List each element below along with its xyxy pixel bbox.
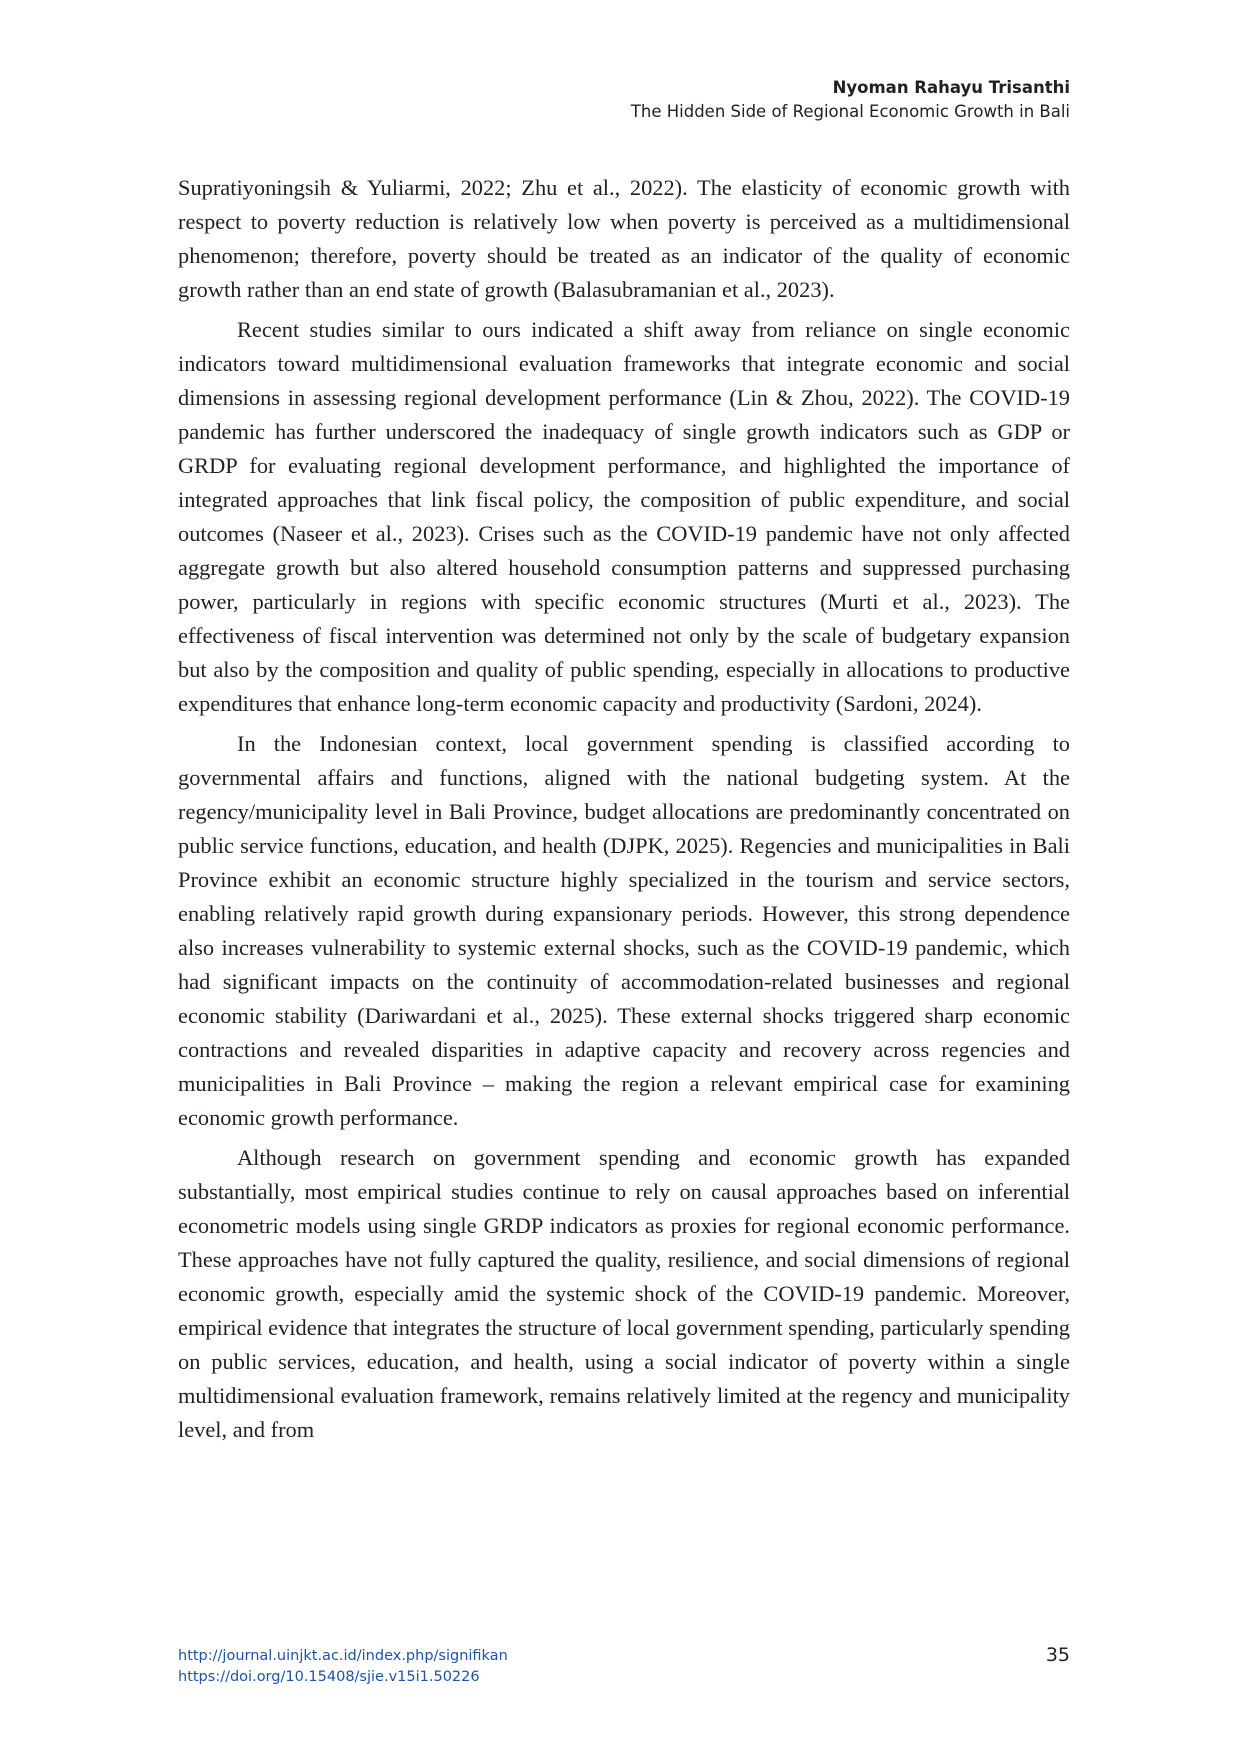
page-number: 35	[1045, 1644, 1070, 1666]
doi-link[interactable]: https://doi.org/10.15408/sjie.v15i1.50226	[178, 1669, 480, 1685]
paragraph-continued: Supratiyoningsih & Yuliarmi, 2022; Zhu et al., 2022). The elasticity of economic growth with respect to poverty reduction is relatively low when poverty is perceived as a multidimensional phenomenon; therefore, poverty should be treated as an indicator of the quality of economic growth rather than an end state of growth (Balasubramanian et al., 2023).	[178, 175, 1070, 302]
header-article-title: The Hidden Side of Regional Economic Growth in Bali	[630, 102, 1070, 121]
body-text	[178, 171, 1070, 1453]
footer-links	[178, 1646, 508, 1688]
paragraph: In the Indonesian context, local government spending is classified according to governmental affairs and functions, aligned with the national budgeting system. At the regency/municipality level in Bali Province, budget allocations are predominantly concentrated on public service functions, education, and health (DJPK, 2025). Regencies and municipalities in Bali Province exhibit an economic structure highly specialized in the tourism and service sectors, enabling relatively rapid growth during expansionary periods. However, this strong dependence also increases vulnerability to systemic external shocks, such as the COVID-19 pandemic, which had significant impacts on the continuity of accommodation-related businesses and regional economic stability (Dariwardani et al., 2025). These external shocks triggered sharp economic contractions and revealed disparities in adaptive capacity and recovery across regencies and municipalities in Bali Province – making the region a relevant empirical case for examining economic growth performance.	[178, 731, 1070, 1130]
header-author: Nyoman Rahayu Trisanthi	[832, 78, 1070, 97]
paragraph: Although research on government spending and economic growth has expanded substantially, most empirical studies continue to rely on causal approaches based on inferential econometric models using single GRDP indicators as proxies for regional economic performance. These approaches have not fully captured the quality, resilience, and social dimensions of regional economic growth, especially amid the systemic shock of the COVID-19 pandemic. Moreover, empirical evidence that integrates the structure of local government spending, particularly spending on public services, education, and health, using a social indicator of poverty within a single multidimensional evaluation framework, remains relatively limited at the regency and municipality level, and from	[178, 1145, 1070, 1442]
running-header	[631, 76, 1070, 124]
journal-url-link[interactable]: http://journal.uinjkt.ac.id/index.php/signifikan	[178, 1648, 508, 1664]
paragraph: Recent studies similar to ours indicated a shift away from reliance on single economic indicators toward multidimensional evaluation frameworks that integrate economic and social dimensions in assessing regional development performance (Lin & Zhou, 2022). The COVID-19 pandemic has further underscored the inadequacy of single growth indicators such as GDP or GRDP for evaluating regional development performance, and highlighted the importance of integrated approaches that link fiscal policy, the composition of public expenditure, and social outcomes (Naseer et al., 2023). Crises such as the COVID-19 pandemic have not only affected aggregate growth but also altered household consumption patterns and suppressed purchasing power, particularly in regions with specific economic structures (Murti et al., 2023). The effectiveness of fiscal intervention was determined not only by the scale of budgetary expansion but also by the composition and quality of public spending, especially in allocations to productive expenditures that enhance long-term economic capacity and productivity (Sardoni, 2024).	[178, 317, 1070, 716]
